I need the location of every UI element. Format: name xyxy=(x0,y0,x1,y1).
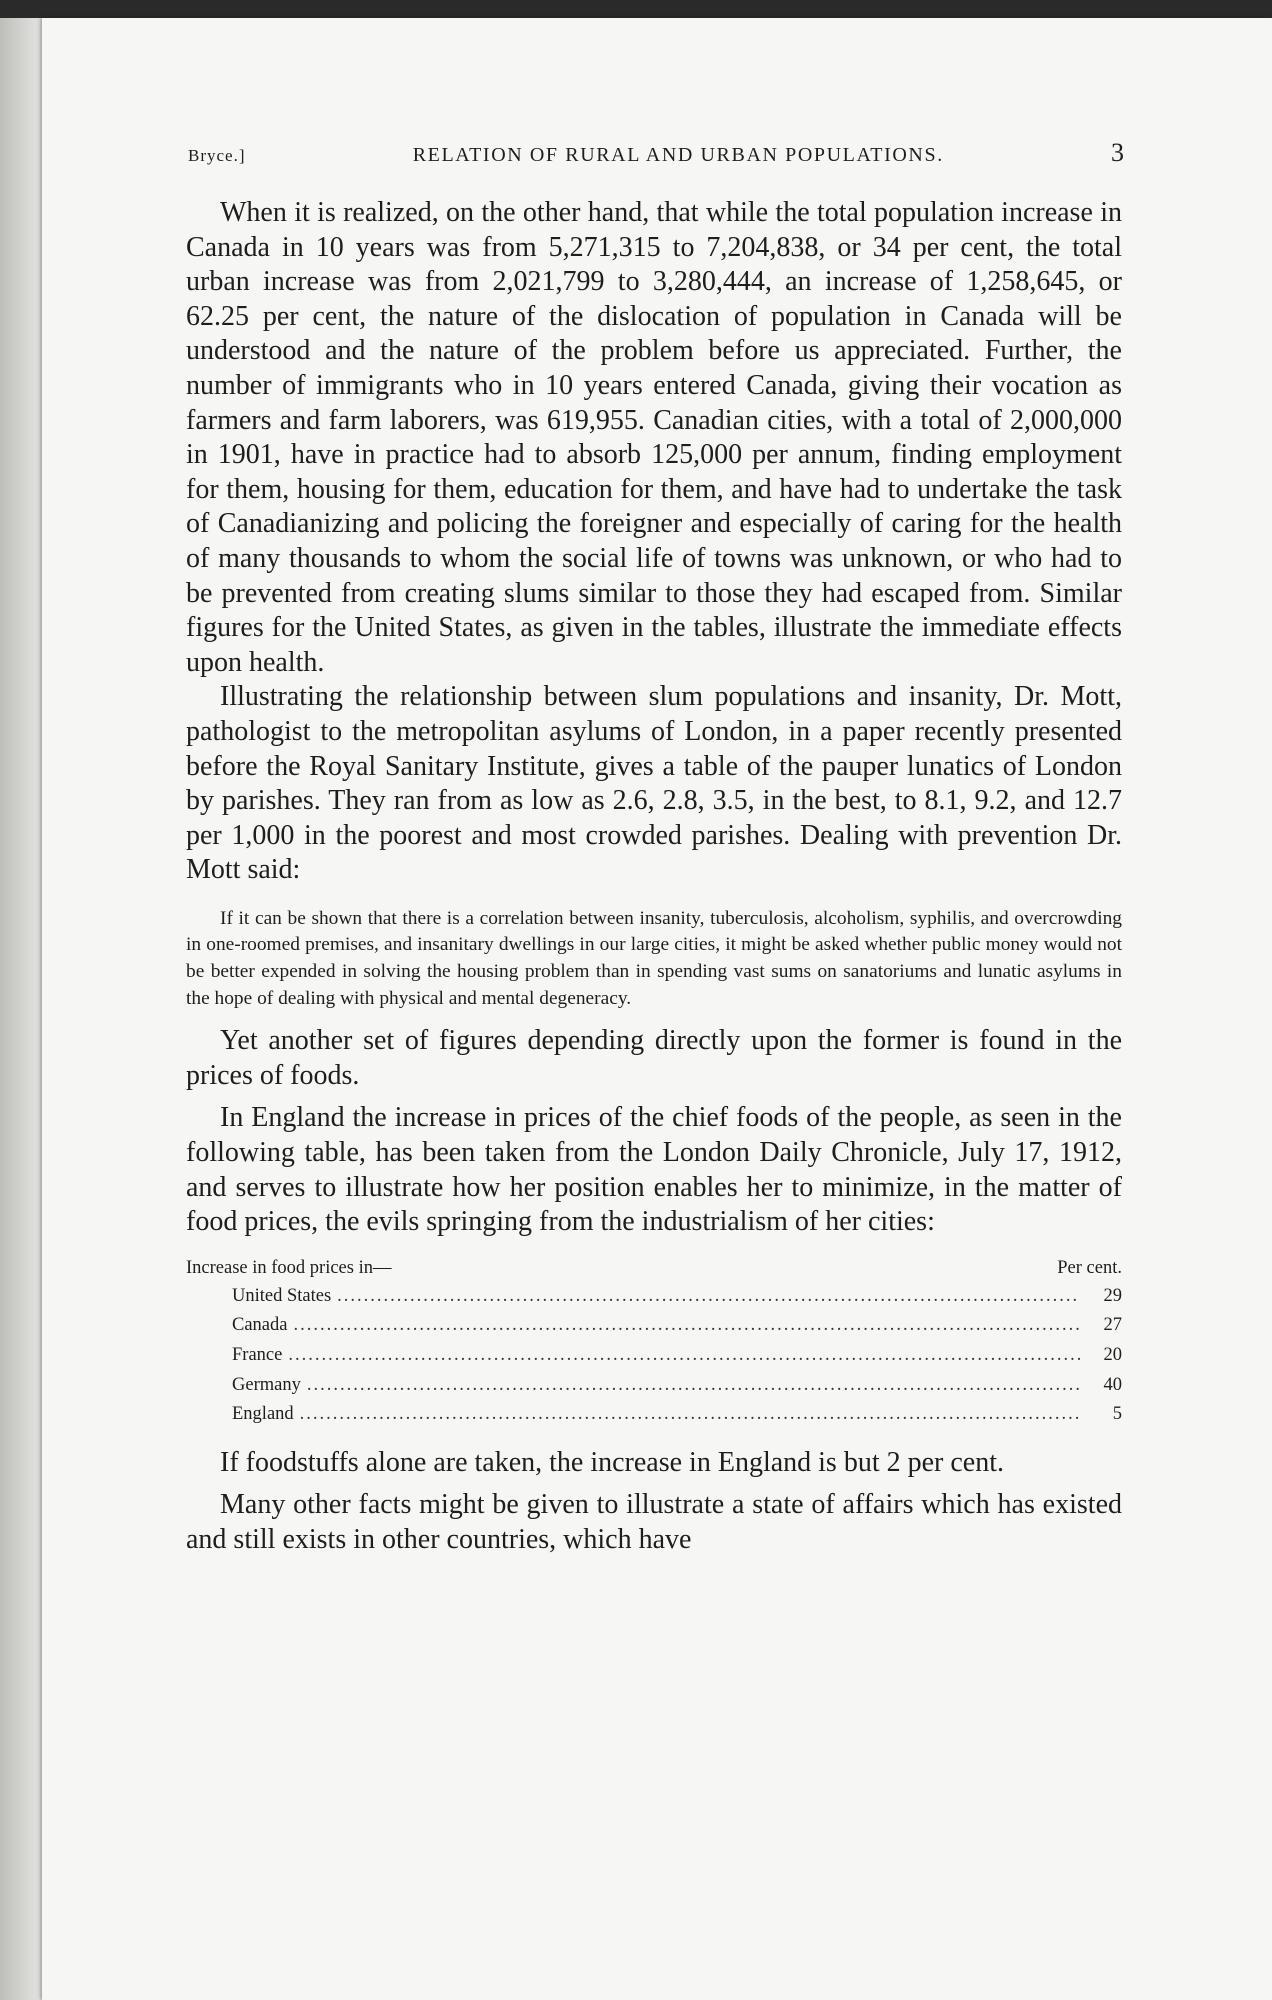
country-label: France xyxy=(232,1345,283,1365)
table-row xyxy=(186,1371,1122,1401)
table-caption: Increase in food prices in— xyxy=(186,1257,392,1278)
table-row xyxy=(186,1311,1122,1341)
table-row xyxy=(186,1400,1122,1430)
table-header xyxy=(186,1254,1122,1282)
country-label: Canada xyxy=(232,1315,288,1336)
page-number: 3 xyxy=(1111,138,1124,167)
percent-value: 5 xyxy=(1112,1404,1122,1425)
dot-leader xyxy=(337,1282,1080,1312)
dot-leader xyxy=(307,1371,1080,1401)
paragraph-food-prices-intro: Yet another set of figures depending directly upon the former is found in the prices of foods. xyxy=(186,1025,1122,1091)
body-text xyxy=(186,196,1122,1558)
food-price-table xyxy=(186,1254,1122,1430)
percent-value: 40 xyxy=(1103,1374,1122,1395)
scan-left-margin xyxy=(0,18,40,2000)
paragraph-other-facts: Many other facts might be given to illustrate a state of affairs which has existed and still exists in other countries, which have xyxy=(186,1489,1122,1555)
paragraph-england-prices: In England the increase in prices of the chief foods of the people, as seen in the following table, has been taken from the London Daily Chronicle, July 17, 1912, and serves to illustrate how her position enables her to minimize, in the matter of food prices, the evils springing from the industrialism of her cities: xyxy=(186,1102,1122,1238)
dot-leader xyxy=(293,1311,1080,1341)
dot-leader xyxy=(300,1400,1080,1430)
block-quote-mott: If it can be shown that there is a correlation between insanity, tuberculosis, alcoholism, syphilis, and overcrowding in one-roomed premises, and insanitary dwellings in our large cities, it might be asked whether public money would not be better expended in solving the housing problem than in spending vast sums on sanatoriums and lunatic asylums in the hope of dealing with physical and mental degeneracy. xyxy=(186,907,1122,1009)
percent-value: 29 xyxy=(1103,1285,1122,1306)
table-row xyxy=(186,1341,1122,1371)
country-label: United States xyxy=(232,1285,332,1306)
scan-top-edge xyxy=(0,0,1272,18)
table-row xyxy=(186,1282,1122,1312)
percent-value: 20 xyxy=(1103,1345,1122,1365)
running-header xyxy=(188,138,1124,178)
paragraph-urban-increase: When it is realized, on the other hand, that while the total population increase in Canada in 10 years was from 5,271,315 to 7,204,838, or 34 per cent, the total urban increase was from 2,021,799 to 3,280,444, an increase of 1,258,645, or 62.25 per cent, the nature of the dislocation of population in Canada will be understood and the nature of the problem before us appreciated. Further, the number of immigrants who in 10 years entered Canada, giving their vocation as farmers and farm laborers, was 619,955. Canadian cities, with a total of 2,000,000 in 1901, have in practice had to absorb 125,000 per annum, finding employment for them, housing for them, education for them, and have had to undertake the task of Canadianizing and policing the foreigner and especially of caring for the health of many thousands to whom the social life of towns was unknown, or who had to be prevented from creating slums similar to those they had escaped from. Similar figures for the United States, as given in the tables, illustrate the immediate effects upon health. xyxy=(186,197,1122,678)
header-author: Bryce.] xyxy=(188,146,246,165)
paragraph-foodstuffs-england: If foodstuffs alone are taken, the increase in England is but 2 per cent. xyxy=(220,1446,1004,1478)
country-label: England xyxy=(232,1404,294,1425)
table-unit-header: Per cent. xyxy=(1057,1257,1122,1278)
percent-value: 27 xyxy=(1103,1315,1122,1336)
paragraph-insanity: Illustrating the relationship between slum populations and insanity, Dr. Mott, pathologist to the metropolitan asylums of London, in a paper recently presented before the Royal Sanitary Institute, gives a table of the pauper lunatics of London by parishes. They ran from as low as 2.6, 2.8, 3.5, in the best, to 8.1, 9.2, and 12.7 per 1,000 in the poorest and most crowded parishes. Dealing with prevention Dr. Mott said: xyxy=(186,681,1122,886)
dot-leader xyxy=(288,1341,1080,1371)
country-label: Germany xyxy=(232,1374,301,1395)
header-title: RELATION OF RURAL AND URBAN POPULATIONS. xyxy=(412,144,944,166)
